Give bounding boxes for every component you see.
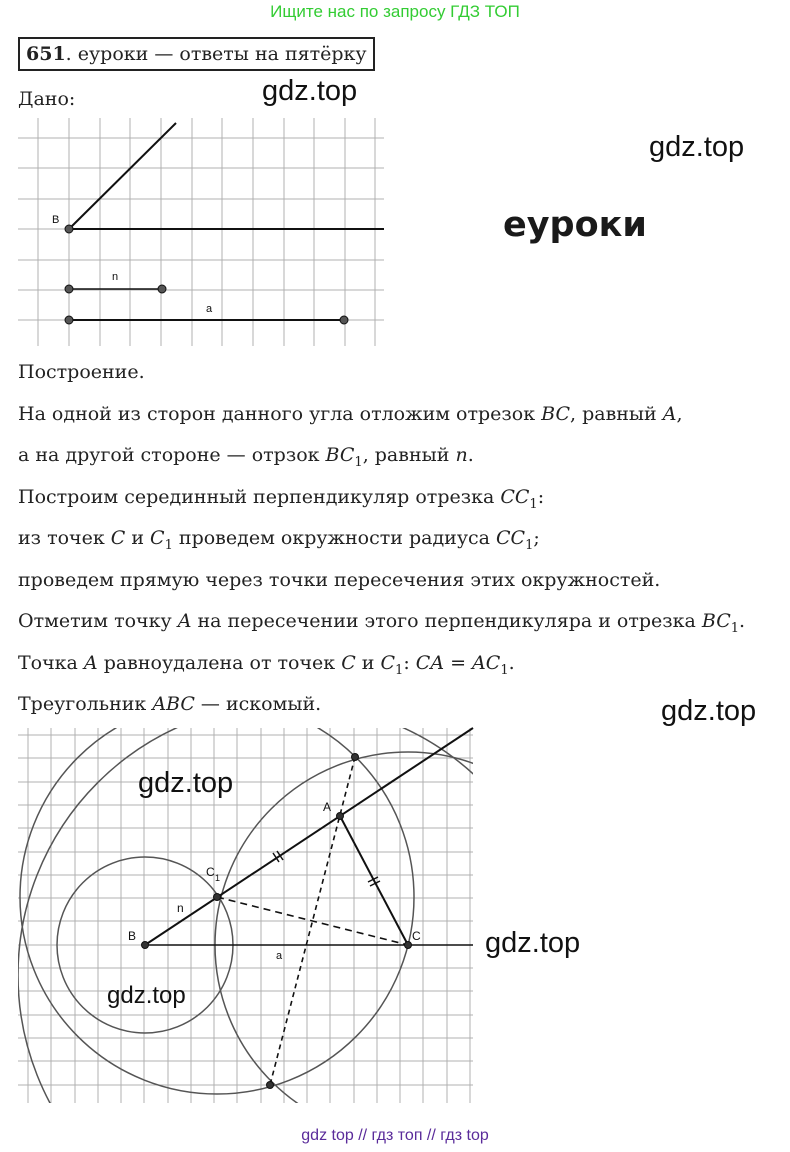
intersection-top <box>352 754 359 761</box>
math-expression: $BC_1$ <box>325 444 363 470</box>
task-title: . еуроки — ответы на пятёрку <box>65 43 367 65</box>
label-segment-n: n <box>177 901 184 915</box>
construction-line: Треугольник ABC — искомый. <box>18 693 322 715</box>
math-expression: $CC_1$ <box>500 485 538 512</box>
point-n-start <box>65 285 73 293</box>
angle-ray-upper <box>69 123 176 229</box>
math-expression: BC <box>541 402 570 425</box>
label-segment-a: a <box>276 950 283 962</box>
watermark: gdz.top <box>262 75 358 107</box>
label-point-a: A <box>323 800 332 814</box>
math-expression: A <box>662 402 677 425</box>
label-point-c: C <box>412 929 421 943</box>
math-expression: A <box>83 651 98 674</box>
math-expression: C <box>110 527 126 549</box>
search-banner: Ищите нас по запросу ГДЗ ТОП <box>270 2 520 21</box>
watermark: gdz.top <box>138 767 234 799</box>
task-number: 651 <box>26 43 66 65</box>
math-expression: ABC <box>152 693 195 715</box>
point-c <box>405 942 412 949</box>
watermark: gdz.top <box>649 131 745 163</box>
construction-line: из точек C и $C_1$ проведем окружности радиуса $CC_1$; <box>18 527 540 553</box>
construction-line: Построим серединный перпендикуляр отрезка $CC_1$: <box>18 485 545 512</box>
point-n-end <box>158 285 166 293</box>
math-expression: $C_1$ <box>380 651 404 678</box>
construction-line: На одной из сторон данного угла отложим отрезок BC, равный A, <box>18 402 683 425</box>
label-segment-a: a <box>206 303 213 315</box>
watermark: gdz.top <box>107 982 186 1009</box>
construction-heading: Построение. <box>18 361 145 383</box>
grid <box>18 728 473 1103</box>
watermark: gdz.top <box>661 695 757 727</box>
label-point-c1: C <box>206 865 215 879</box>
given-label: Дано: <box>18 88 76 110</box>
point-a-end <box>340 316 348 324</box>
intersection-bottom <box>267 1082 274 1089</box>
point-b <box>65 225 73 233</box>
side-ac <box>340 816 408 945</box>
construction-line: Отметим точку A на пересечении этого перпендикуляра и отрезка $BC_1$. <box>18 610 746 636</box>
grid <box>18 118 384 346</box>
footer-links: gdz top // гдз топ // гдз top <box>301 1127 489 1144</box>
point-a <box>337 813 344 820</box>
large-arc-left <box>18 725 562 1110</box>
construction-figure <box>0 725 790 1110</box>
math-expression: CA = $AC_1$ <box>415 651 509 678</box>
construction-line: Точка A равноудалена от точек C и $C_1$: CA = $AC_1$. <box>18 651 515 678</box>
math-expression: $BC_1$ <box>701 610 740 636</box>
construction-line: а на другой стороне — отрзок $BC_1$, равный n. <box>18 444 474 470</box>
math-expression: A <box>177 610 192 632</box>
watermark: gdz.top <box>485 927 581 959</box>
side-ba <box>145 728 473 945</box>
math-expression: $C_1$ <box>150 527 173 553</box>
point-b <box>142 942 149 949</box>
math-expression: $CC_1$ <box>496 527 534 553</box>
construction-line: проведем прямую через точки пересечения этих окружностей. <box>18 568 661 591</box>
label-point-b: B <box>128 929 137 943</box>
point-c1 <box>214 894 221 901</box>
construction-text <box>18 356 788 730</box>
given-figure <box>0 118 400 350</box>
label-segment-n: n <box>112 271 119 283</box>
label-point-b: B <box>52 214 60 226</box>
math-expression: C <box>341 651 356 674</box>
point-a-start <box>65 316 73 324</box>
brand-logo-text: еуроки <box>503 205 647 245</box>
math-expression: n <box>455 444 468 466</box>
label-point-c1-sub: 1 <box>215 873 221 883</box>
tick-marks <box>273 851 380 886</box>
task-header <box>18 37 375 71</box>
